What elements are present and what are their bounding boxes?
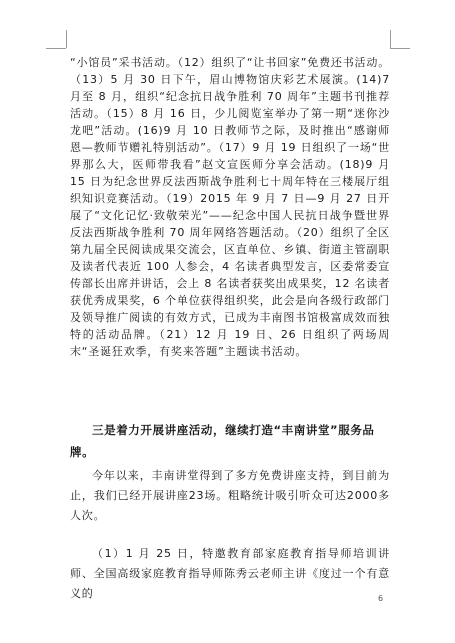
lecture-item-paragraph: （1）1 月 25 日，特邀教育部家庭教育指导师培训讲师、全国高级家庭教育指导师陈秀云老师主讲《度过一个有意义的 — [70, 547, 390, 600]
page-number: 6 — [378, 594, 384, 603]
lecture-summary-paragraph: 今年以来，丰南讲堂得到了多方免费讲座支持，到目前为止，我们已经开展讲座23场。粗略统计吸引听众可达2000多人次。 — [70, 469, 390, 522]
crop-mark-top-left — [46, 48, 66, 49]
crop-mark-top-right — [390, 48, 410, 49]
section-heading: 三是着力开展讲座活动，继续打造“丰南讲堂”服务品牌。 — [70, 423, 375, 459]
crop-mark-top-right-vertical — [390, 30, 391, 48]
continuation-paragraph: “小馆员”采书活动。（12）组织了“让书回家”免费还书活动。（13）5 月 30 日下午，眉山博物馆庆彩艺术展演。(14)7 月至 8 月，组织“纪念抗日战争胜利 70 周年”主题书刊推荐活动。（15）8 月 16 日，少儿阅览室举办了第一期“迷你沙龙吧”活动。(16)9 月 10 日教师节之际，及时推出“感谢师恩—教师节赠礼特别活动”。（17）9 月 19 日组织了一场“世界那么大，医师带我看”赵文宣医师分享会活动。(18)9 月 15 日为纪念世界反法西斯战争胜利七十周年特在三楼展厅组织知识竞赛活动。（19）2015 年 9 月 7 日—9 月 27 日开展了“文化记忆·致敬荣光”——纪念中国人民抗日战争暨世界反法西斯战争胜利 70 周年网络答题活动。（20）组织了全区第九届全民阅读成果交流会，区直单位、乡镇、街道主管副职及读者代表近 100 人参会，4 名读者典型发言，区委常委宣传部长出席并讲话，会上 8 名读者获奖出成果奖，12 名读者获优秀成果奖，6 个单位获得组织奖，此会是向各级行政部门及领导推广阅读的有效方式，已成为丰南图书馆极富成效而独特的活动品牌。（21）12 月 19 日、26 日组织了两场周末“圣诞狂欢季，有奖来答题”主题读书活动。 — [70, 56, 390, 358]
crop-mark-top-left-vertical — [66, 30, 67, 48]
